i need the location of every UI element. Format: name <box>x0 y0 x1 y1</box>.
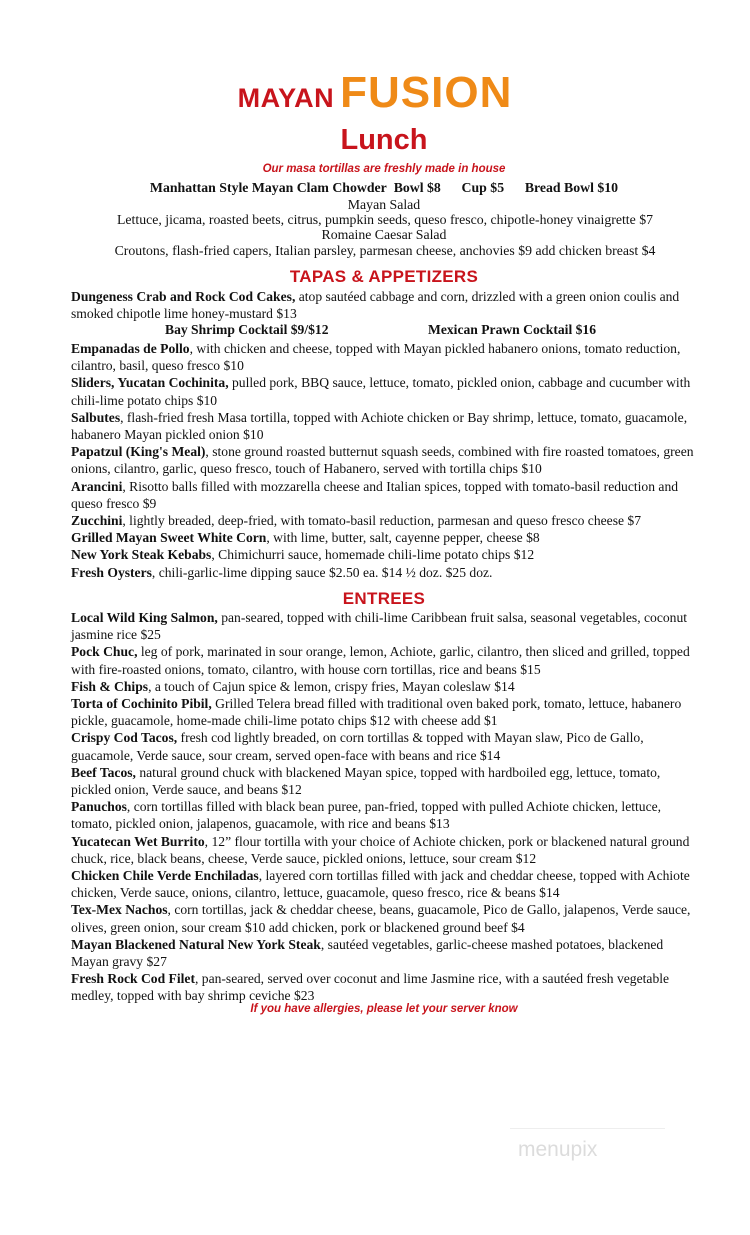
mexican-prawn-cocktail: Mexican Prawn Cocktail $16 <box>428 322 597 337</box>
allergy-note: If you have allergies, please let your server know <box>250 1003 518 1015</box>
menu-item: Dungeness Crab and Rock Cod Cakes, atop sautéed cabbage and corn, drizzled with a green onion coulis and smoked chipotle lime honey-mustard $13 <box>71 289 680 322</box>
mayan-salad-desc: Lettuce, jicama, roasted beets, citrus, pumpkin seeds, queso fresco, chipotle-honey vinaigrette $7 <box>117 212 653 227</box>
title-word-fusion: FUSION <box>340 68 513 117</box>
menu-item: Panuchos, corn tortillas filled with black bean puree, pan-fried, topped with pulled Achiote chicken, lettuce, tomato, pickled onion, jalapenos, guacamole, with rice and beans $13 <box>71 799 662 832</box>
chowder-cup: Cup $5 <box>461 180 505 195</box>
menu-item: Sliders, Yucatan Cochinita, pulled pork, BBQ sauce, lettuce, tomato, pickled onion, cabbage and cucumber with chili-lime potato chips $10 <box>71 375 691 408</box>
chowder-bread-bowl: Bread Bowl $10 <box>524 180 619 195</box>
restaurant-title <box>0 68 750 118</box>
chowder-name: Manhattan Style Mayan Clam Chowder <box>149 180 387 195</box>
menu-item: Yucatecan Wet Burrito, 12” flour tortilla with your choice of Achiote chicken, pork or blackened natural ground chuck, rice, black beans, cheese, Verde sauce, pickled onions, lettuce, sour cream $12 <box>71 833 690 866</box>
menu-item: Crispy Cod Tacos, fresh cod lightly breaded, on corn tortillas & topped with Mayan slaw, Pico de Gallo, guacamole, Verde sauce, sour cream, served open-face with beans and rice $14 <box>71 730 644 763</box>
caesar-name: Romaine Caesar Salad <box>321 227 447 242</box>
caesar-desc: Croutons, flash-fried capers, Italian parsley, parmesan cheese, anchovies $9 add chicken breast $4 <box>114 243 656 258</box>
menu-item: Local Wild King Salmon, pan-seared, topped with chili-lime Caribbean fruit salsa, seasonal vegetables, coconut jasmine rice $25 <box>71 610 688 643</box>
menu-item: Papatzul (King's Meal), stone ground roasted butternut squash seeds, combined with fire roasted tomatoes, green onions, cilantro, garlic, queso fresco, touch of Habanero, served with tortilla chips $10 <box>71 444 694 477</box>
menu-item: Tex-Mex Nachos, corn tortillas, jack & cheddar cheese, beans, guacamole, Pico de Gallo, jalapenos, Verde sauce, olives, green onion, sour cream $10 add chicken, pork or blackened ground beef $4 <box>71 902 691 935</box>
chowder-line <box>0 180 750 196</box>
tapas-list <box>71 340 701 581</box>
watermark-rule <box>510 1128 665 1129</box>
menu-item: Arancini, Risotto balls filled with mozzarella cheese and Italian spices, topped with tomato-basil reduction and queso fresco $9 <box>71 478 679 511</box>
menu-item: Salbutes, flash-fried fresh Masa tortilla, topped with Achiote chicken or Bay shrimp, lettuce, tomato, guacamole, habanero Mayan pickled onion $10 <box>71 409 688 443</box>
mayan-salad-name: Mayan Salad <box>347 197 421 212</box>
entrees-heading: ENTREES <box>342 589 426 608</box>
menupix-watermark: menupix <box>518 1138 598 1161</box>
entrees-list <box>71 609 701 1005</box>
menu-item: Zucchini, lightly breaded, deep-fried, with tomato-basil reduction, parmesan and queso fresco cheese $7 <box>71 513 642 529</box>
menu-item: Grilled Mayan Sweet White Corn, with lime, butter, salt, cayenne pepper, cheese $8 <box>71 530 540 546</box>
tapas-list-top <box>71 288 701 322</box>
menu-item: Empanadas de Pollo, with chicken and cheese, topped with Mayan pickled habanero onions, tomato reduction, cilantro, basil, queso fresco $10 <box>71 341 681 374</box>
tagline: Our masa tortillas are freshly made in house <box>262 163 506 175</box>
menu-item: Fresh Rock Cod Filet, pan-seared, served over coconut and lime Jasmine rice, with a sautéed fresh vegetable medley, topped with bay shrimp ceviche $23 <box>71 971 670 1004</box>
chowder-bowl: Bowl $8 <box>393 180 441 195</box>
meal-title: Lunch <box>340 124 428 156</box>
bay-shrimp-cocktail: Bay Shrimp Cocktail $9/$12 <box>165 322 329 337</box>
menu-item: Beef Tacos, natural ground chuck with blackened Mayan spice, topped with hardboiled egg, lettuce, tomato, pickled onion, Verde sauce, and beans $12 <box>71 764 661 798</box>
tapas-heading: TAPAS & APPETIZERS <box>289 267 479 286</box>
menu-item: Pock Chuc, leg of pork, marinated in sour orange, lemon, Achiote, garlic, cilantro, then sliced and grilled, topped with fire-roasted onions, tomato, cilantro, with house corn tortillas, rice and beans $15 <box>71 644 690 677</box>
title-word-mayan: MAYAN <box>237 83 335 113</box>
menu-item: New York Steak Kebabs, Chimichurri sauce, homemade chili-lime potato chips $12 <box>71 547 535 563</box>
menu-item: Mayan Blackened Natural New York Steak, sautéed vegetables, garlic-cheese mashed potatoes, blackened Mayan gravy $27 <box>71 936 664 970</box>
menu-item: Torta of Cochinito Pibil, Grilled Telera bread filled with traditional oven baked pork, tomato, lettuce, habanero pickle, guacamole, home-made chili-lime potato chips $12 with cheese add $1 <box>71 696 682 729</box>
menu-item: Fish & Chips, a touch of Cajun spice & lemon, crispy fries, Mayan coleslaw $14 <box>71 678 515 694</box>
menu-item: Chicken Chile Verde Enchiladas, layered corn tortillas filled with jack and cheddar cheese, topped with Achiote chicken, Verde sauce, onions, cilantro, lettuce, guacamole, queso fresco, rice & beans $14 <box>71 868 690 901</box>
menu-item: Fresh Oysters, chili-garlic-lime dipping sauce $2.50 ea. $14 ½ doz. $25 doz. <box>71 564 493 580</box>
